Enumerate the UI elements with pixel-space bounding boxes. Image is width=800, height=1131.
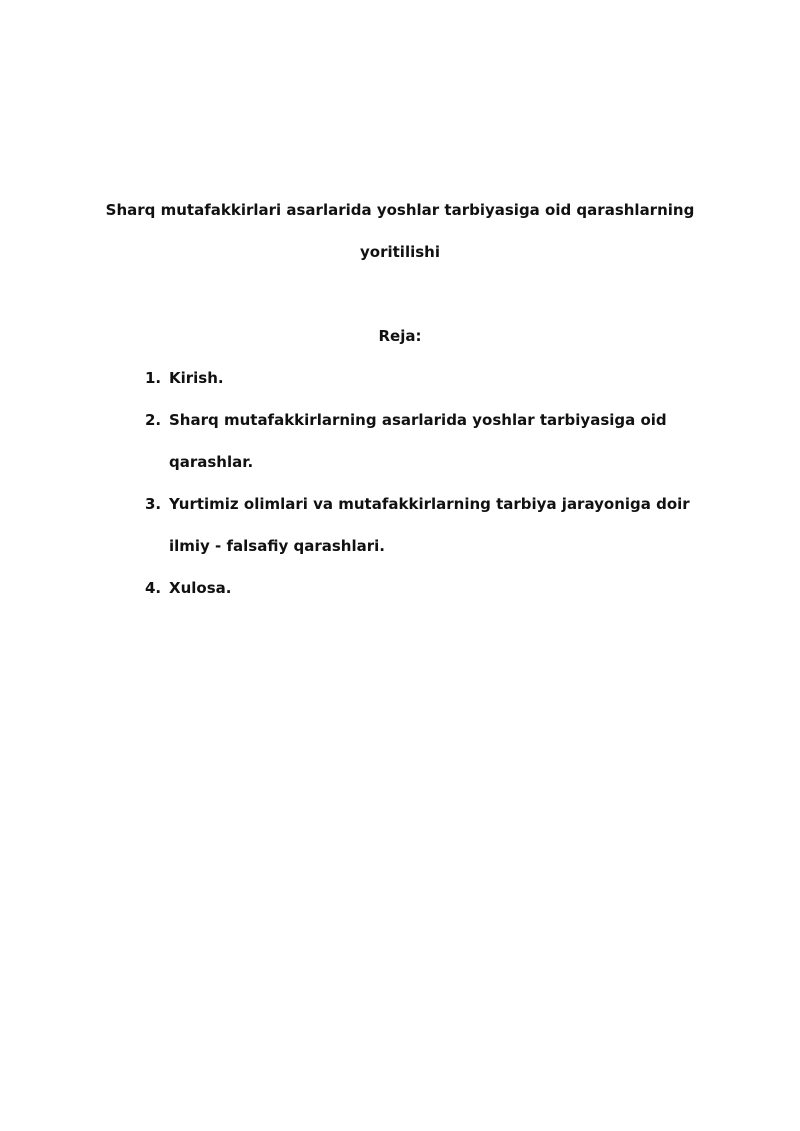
document-title-line-1: Sharq mutafakkirlari asarlarida yoshlar tarbiyasiga oid qarashlarning (105, 201, 695, 219)
plan-item-4-text: Xulosa. (169, 579, 232, 597)
plan-item-2-text-line-1: Sharq mutafakkirlarning asarlarida yoshlar tarbiyasiga oid (169, 411, 667, 429)
plan-item-2-number: 2. (145, 411, 162, 429)
plan-item-3-text-line-1: Yurtimiz olimlari va mutafakkirlarning tarbiya jarayoniga doir (169, 495, 690, 513)
plan-heading: Reja: (378, 327, 422, 345)
plan-item-3-number: 3. (145, 495, 162, 513)
plan-item-2-text-line-2: qarashlar. (169, 453, 254, 471)
plan-item-1-text: Kirish. (169, 369, 224, 387)
document-title-line-2: yoritilishi (360, 243, 440, 261)
plan-item-4-number: 4. (145, 579, 162, 597)
plan-item-1-number: 1. (145, 369, 162, 387)
plan-item-3-text-line-2: ilmiy - falsafiy qarashlari. (169, 537, 385, 555)
